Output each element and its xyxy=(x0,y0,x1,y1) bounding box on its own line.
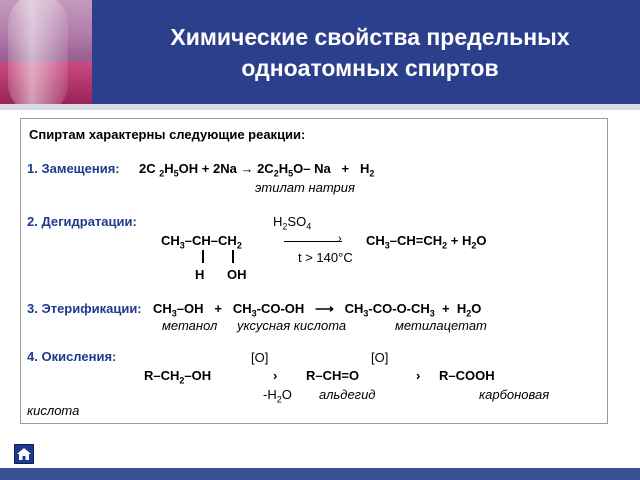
r4-alcohol: $R-CH_2-OH$ xyxy=(144,368,212,386)
r2-arrow-shaft xyxy=(284,241,342,242)
r2-oh-group: OH xyxy=(227,267,247,282)
r4-acid: R–COOH xyxy=(439,368,495,383)
r4-acid-name-1: карбоновая xyxy=(479,387,550,402)
r4-arrow-2: › xyxy=(416,368,421,383)
intro-text: Спиртам характерны следующие реакции: xyxy=(29,127,306,142)
r4-aldehyde-name: альдегид xyxy=(319,387,376,402)
r1-product-name: этилат натрия xyxy=(255,180,355,195)
r2-product: $CH_3-CH=CH_2 + H_2O$ xyxy=(366,233,487,251)
r1-arrow: → xyxy=(240,161,254,176)
r3-equation: $CH_3-OH$ + $CH_3-CO-OH$ ⟶ $CH_3-CO-O-CH_3 + H_2O$ xyxy=(153,301,482,319)
r2-reactant: $CH_3-CH-CH_2$ xyxy=(161,233,242,251)
r4-arrow-1: › xyxy=(273,368,278,383)
r2-catalyst: $H_2SO_4$ xyxy=(273,214,312,232)
r3-label: 3. Этерификации: xyxy=(27,301,142,316)
r4-oxidant-2: [O] xyxy=(371,350,389,365)
r3-name-methanol: метанол xyxy=(162,318,218,333)
r4-oxidant-1: [O] xyxy=(251,350,269,365)
title-line-1: Химические свойства предельных xyxy=(170,24,570,50)
r2-temperature: t > 140°C xyxy=(298,250,353,265)
r1-label: 1. Замещения: xyxy=(27,161,120,176)
r4-aldehyde: R–CH=O xyxy=(306,368,360,383)
r2-arrow-head: › xyxy=(338,233,342,245)
header-stripe xyxy=(0,104,640,110)
flask-image xyxy=(0,0,92,104)
header-bar xyxy=(0,0,640,104)
r4-label: 4. Окисления: xyxy=(27,349,117,364)
r2-h-atom: H xyxy=(195,267,205,282)
home-icon[interactable] xyxy=(14,444,34,464)
title-line-2: одноатомных спиртов xyxy=(241,55,499,81)
r2-bond-oh xyxy=(232,250,234,263)
r3-name-methyl-acetate: метилацетат xyxy=(395,318,487,333)
r2-bond-h xyxy=(202,250,204,263)
r4-acid-name-2: кислота xyxy=(27,403,80,418)
r4-minus-water: $-H_2O$ xyxy=(263,387,292,405)
flask-glass xyxy=(8,0,68,104)
content-box xyxy=(20,118,608,424)
r1-equation: 2C $_2H_5OH + 2Na \to 2C_2H_5O-$ Na + $H_2$ xyxy=(139,161,375,179)
r2-label: 2. Дегидратации: xyxy=(27,214,137,229)
home-icon-glyph xyxy=(15,445,33,463)
footer-bar xyxy=(0,468,640,480)
page-title xyxy=(100,22,640,84)
r3-arrow: ⟶ xyxy=(315,301,334,316)
r3-name-acetic-acid: уксусная кислота xyxy=(237,318,347,333)
